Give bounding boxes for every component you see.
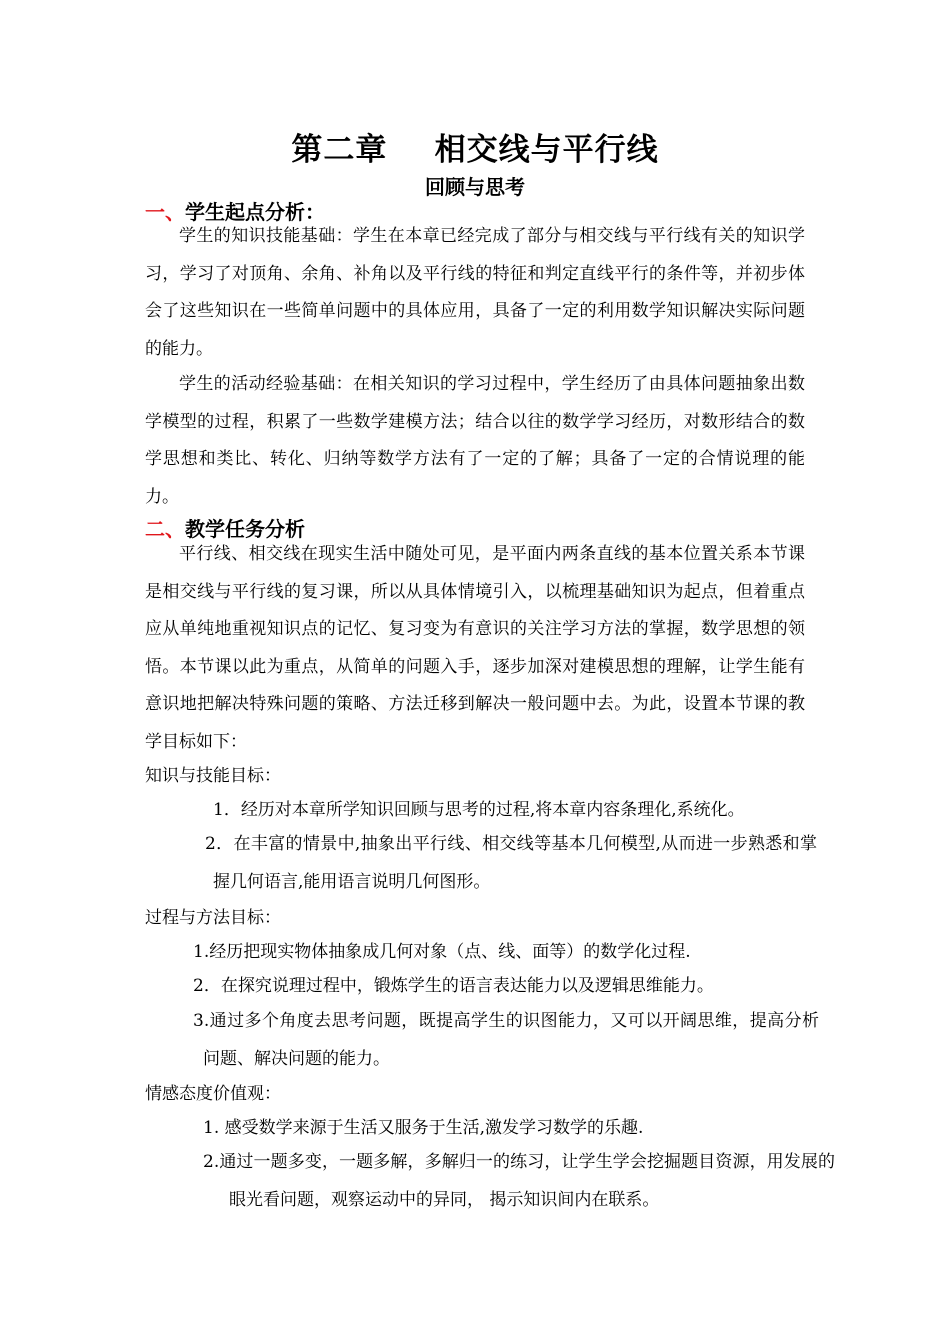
section-1-paragraph-2: 学生的活动经验基础：在相关知识的学习过程中，学生经历了由具体问题抽象出数学模型的过程，积累了一些数学建模方法；结合以往的数学学习经历，对数形结合的数学思想和类比、转化、归纳等数学方法有了一定的了解；具备了一定的合情说理的能力。	[145, 374, 805, 507]
knowledge-goals-label: 知识与技能目标：	[145, 766, 281, 786]
section-1-number: 一、	[145, 200, 185, 224]
section-2-title: 教学任务分析	[185, 517, 305, 541]
chapter-subtitle: 回顾与思考	[425, 175, 525, 199]
knowledge-goal-1: 1．经历对本章所学知识回顾与思考的过程,将本章内容条理化,系统化。	[213, 800, 745, 820]
chapter-title: 第二章 相交线与平行线	[291, 132, 659, 168]
section-1-paragraph-1: 学生的知识技能基础：学生在本章已经完成了部分与相交线与平行线有关的知识学习，学习了对顶角、余角、补角以及平行线的特征和判定直线平行的条件等，并初步体会了这些知识在一些简单问题中的具体应用，具备了一定的利用数学知识解决实际问题的能力。	[145, 226, 805, 359]
section-2-number: 二、	[145, 517, 185, 541]
section-2-paragraph: 平行线、相交线在现实生活中随处可见，是平面内两条直线的基本位置关系本节课是相交线与平行线的复习课，所以从具体情境引入，以梳理基础知识为起点，但着重点应从单纯地重视知识点的记忆、复习变为有意识的关注学习方法的掌握，数学思想的领悟。本节课以此为重点，从简单的问题入手，逐步加深对建模思想的理解，让学生能有意识地把解决特殊问题的策略、方法迁移到解决一般问题中去。为此，设置本节课的教学目标如下：	[145, 544, 805, 752]
process-goal-1: 1.经历把现实物体抽象成几何对象（点、线、面等）的数学化过程.	[193, 942, 691, 962]
process-goals-label: 过程与方法目标：	[145, 908, 281, 928]
emotion-goal-2: 2.通过一题多变，一题多解，多解归一的练习，让学生学会挖掘题目资源，用发展的眼光看问题，观察运动中的异同， 揭示知识间内在联系。	[203, 1152, 835, 1210]
section-1-title: 学生起点分析：	[185, 200, 325, 224]
process-goal-3: 3.通过多个角度去思考问题，既提高学生的识图能力，又可以开阔思维，提高分析问题、解决问题的能力。	[193, 1011, 819, 1069]
emotion-goals-label: 情感态度价值观：	[145, 1084, 281, 1104]
process-goal-2: 2．在探究说理过程中，锻炼学生的语言表达能力以及逻辑思维能力。	[193, 976, 714, 996]
knowledge-goal-2: 2．在丰富的情景中,抽象出平行线、相交线等基本几何模型,从而进一步熟悉和掌握几何语言,能用语言说明几何图形。	[205, 834, 817, 892]
emotion-goal-1: 1. 感受数学来源于生活又服务于生活,激发学习数学的乐趣.	[203, 1118, 644, 1138]
